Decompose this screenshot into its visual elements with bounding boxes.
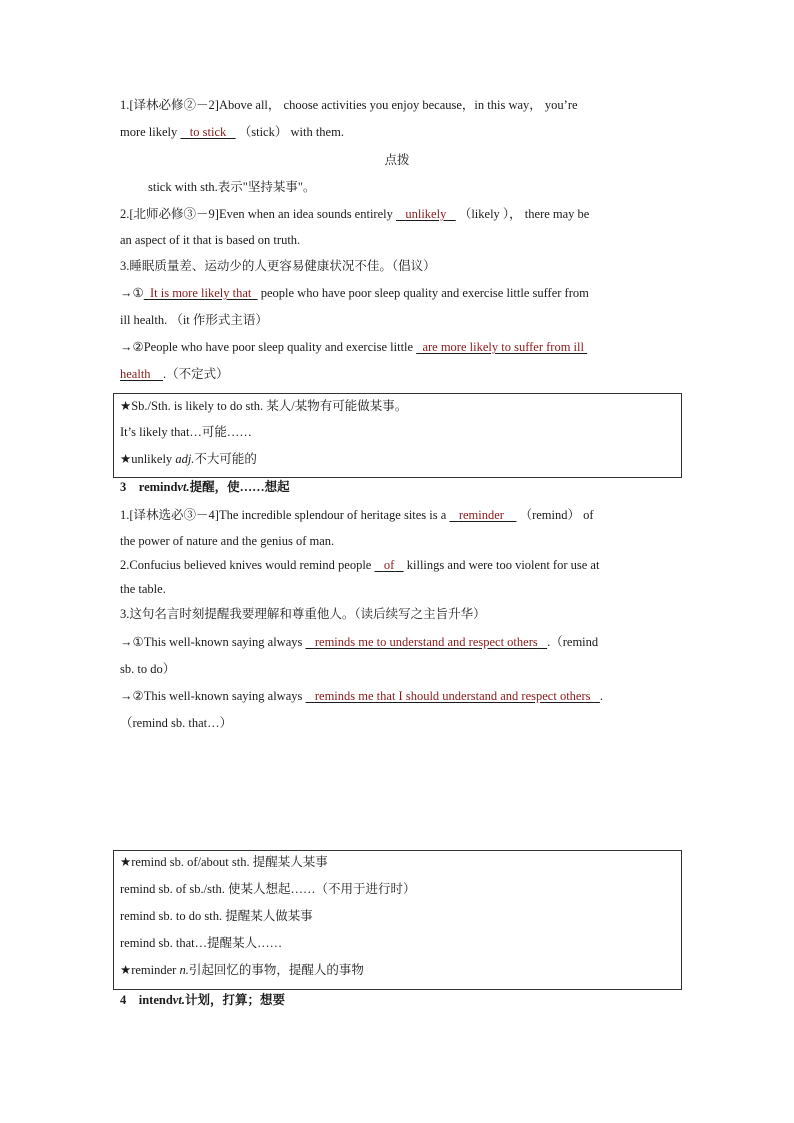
section-4-meaning: 计划，打算；想要 <box>184 993 285 1007</box>
section-3-word: remind <box>138 480 178 494</box>
r-q1-answer: reminder <box>458 508 504 522</box>
r-q3-option2 <box>120 688 603 704</box>
likely-note-line2: It’s likely that…可能…… <box>120 425 252 439</box>
r-q1-text-pre: 1.[译林选必③－4]The incredible splendour of heritage sites is a <box>120 508 450 522</box>
q3-option2-cont <box>120 366 229 382</box>
likely-note-box <box>113 393 682 478</box>
q3-opt1-text: people who have poor sleep quality and exercise little suffer from <box>257 286 589 300</box>
q3-option1 <box>120 285 589 301</box>
q3-opt2-post: .（不定式） <box>163 367 229 381</box>
q3-opt2-answer-a: are more likely to suffer from ill <box>422 340 584 354</box>
q3-opt1-answer: It is more likely that <box>149 286 252 300</box>
remind-note-box <box>113 850 682 990</box>
section-3-meaning: 提醒，使……想起 <box>189 480 290 494</box>
tip-title: 点拨 <box>384 153 410 167</box>
section-3-heading <box>120 479 290 495</box>
r-q2-answer-blank[interactable] <box>374 558 403 572</box>
q2-answer-blank[interactable] <box>396 207 456 221</box>
r-q3-prompt: 3.这句名言时刻提醒我要理解和尊重他人。（读后续写之主旨升华） <box>120 607 486 621</box>
r-q3-option1 <box>120 634 598 650</box>
q2-line-b: an aspect of it that is based on truth. <box>120 233 301 247</box>
tip-text: stick with sth.表示"坚持某事"。 <box>148 180 316 194</box>
r-q2-line-b: the table. <box>120 582 166 596</box>
q3-prompt: 3.睡眠质量差、运动少的人更容易健康状况不佳。（倡议） <box>120 259 436 273</box>
q1-text-post: （stick） with them. <box>238 125 344 139</box>
remind-note-line5-pos: n. <box>179 963 189 977</box>
r-q1-line-b: the power of nature and the genius of man. <box>120 534 335 548</box>
likely-note-line3-word: ★unlikely <box>120 452 176 466</box>
r-q3-opt1-text: →①This well-known saying always <box>120 635 306 649</box>
r-q3-opt2-post: . <box>599 689 603 703</box>
q2-text-pre: 2.[北师必修③－9]Even when an idea sounds entirely <box>120 207 396 221</box>
q3-opt2-text: →②People who have poor sleep quality and exercise little <box>120 340 417 354</box>
q3-opt2-answer-b: health <box>120 367 151 381</box>
r-q1-text-post: （remind） of <box>519 508 594 522</box>
remind-note-line5-meaning: 引起回忆的事物，提醒人的事物 <box>188 963 364 977</box>
q3-option2 <box>120 339 587 355</box>
r-q3-opt1-post: .（remind <box>547 635 599 649</box>
remind-note-line2: remind sb. of sb./sth. 使某人想起……（不用于进行时） <box>120 882 416 896</box>
r-q3-opt2-blank[interactable] <box>306 689 600 703</box>
likely-note-line3 <box>120 451 257 467</box>
q3-opt2-blank-b[interactable] <box>120 367 163 381</box>
r-q3-opt1-answer: reminds me to understand and respect others <box>314 635 538 649</box>
q2-text-post: （likely ）， there may be <box>458 207 590 221</box>
section-4-number: 4 <box>120 993 127 1007</box>
likely-note-line1: ★Sb./Sth. is likely to do sth. 某人/某物有可能做某事。 <box>120 399 408 413</box>
r-q2-answer: of <box>383 558 395 572</box>
remind-note-line4: remind sb. that…提醒某人…… <box>120 936 283 950</box>
section-4-word: intend <box>138 993 173 1007</box>
q2-answer: unlikely <box>405 207 447 221</box>
r-q1-line-a <box>120 507 594 523</box>
r-q2-text-pre: 2.Confucius believed knives would remind people <box>120 558 375 572</box>
likely-note-line3-meaning: 不大可能的 <box>194 452 257 466</box>
section-4-pos: vt. <box>172 993 185 1007</box>
r-q3-opt2-answer: reminds me that I should understand and respect others <box>314 689 591 703</box>
q1-line-a: 1.[译林必修②－2]Above all， choose activities you enjoy because，in this way， you’re <box>120 98 578 112</box>
q2-line-a <box>120 206 589 222</box>
q3-option1-cont: ill health. （it 作形式主语） <box>120 313 268 327</box>
remind-note-line3: remind sb. to do sth. 提醒某人做某事 <box>120 909 313 923</box>
q1-line-b <box>120 124 344 140</box>
section-3-number: 3 <box>120 480 127 494</box>
section-3-pos: vt. <box>177 480 190 494</box>
q1-answer-blank[interactable] <box>180 125 235 139</box>
likely-note-line3-pos: adj. <box>175 452 195 466</box>
r-q1-answer-blank[interactable] <box>449 508 516 522</box>
r-q2-line-a <box>120 557 599 573</box>
q3-opt1-blank[interactable] <box>144 286 258 300</box>
r-q3-option2-cont: （remind sb. that…） <box>120 716 233 730</box>
r-q2-text-post: killings and were too violent for use at <box>403 558 600 572</box>
q1-answer: to stick <box>189 125 227 139</box>
remind-note-line5-word: ★reminder <box>120 963 180 977</box>
r-q3-opt2-text: →②This well-known saying always <box>120 689 306 703</box>
remind-note-line5 <box>120 962 364 978</box>
section-4-heading <box>120 992 285 1008</box>
q1-text-pre: more likely <box>120 125 181 139</box>
q3-opt2-blank-a[interactable] <box>416 340 587 354</box>
q3-opt1-prefix: →① <box>120 286 144 300</box>
remind-note-line1: ★remind sb. of/about sth. 提醒某人某事 <box>120 855 328 869</box>
r-q3-option1-cont: sb. to do） <box>120 662 176 676</box>
r-q3-opt1-blank[interactable] <box>306 635 548 649</box>
